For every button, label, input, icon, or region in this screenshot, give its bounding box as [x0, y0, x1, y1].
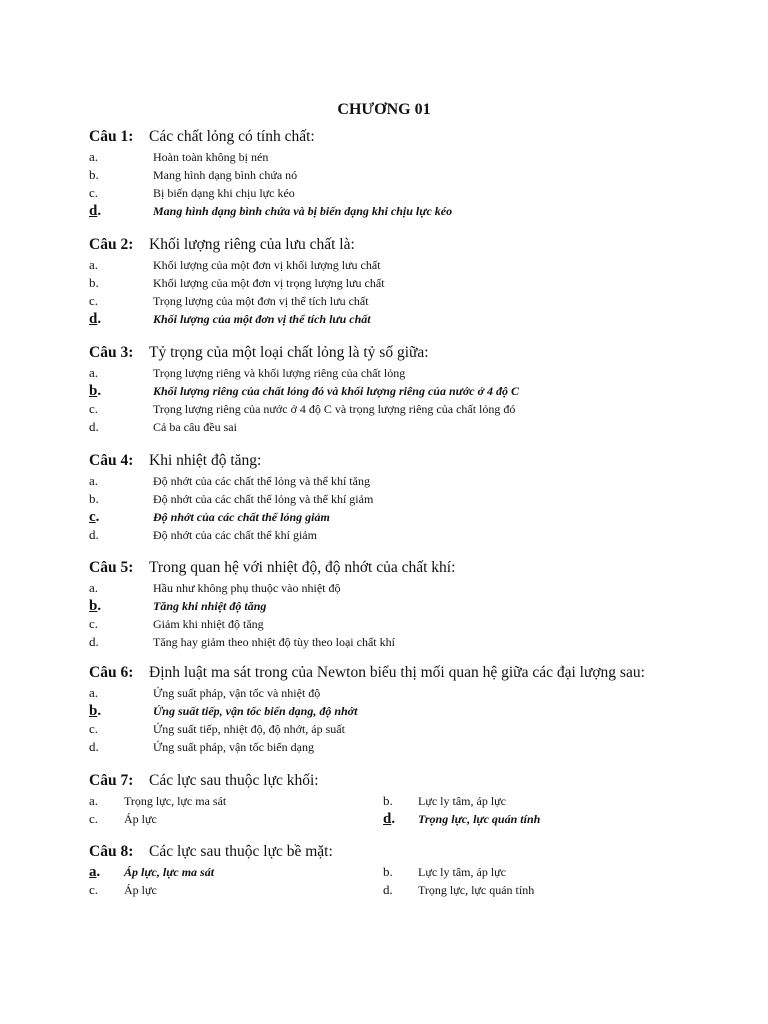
- option-letter-char: c: [89, 616, 95, 631]
- option-text: Giảm khi nhiệt độ tăng: [153, 617, 264, 631]
- option-letter-char: c: [89, 721, 95, 736]
- answer-option: [0, 615, 768, 633]
- answer-option: [0, 508, 768, 526]
- option-text: Khối lượng của một đơn vị trọng lượng lưu chất: [153, 276, 385, 290]
- option-text: Hầu như không phụ thuộc vào nhiệt độ: [153, 581, 341, 595]
- option-text: Bị biến dạng khi chịu lực kéo: [153, 186, 295, 200]
- option-text: Trọng lực, lực ma sát: [124, 794, 227, 808]
- question-text: Khi nhiệt độ tăng:: [149, 452, 262, 469]
- option-letter-sep: .: [95, 491, 99, 506]
- question-number: Câu 7:: [89, 772, 134, 789]
- option-letter-char: d: [89, 634, 96, 649]
- question-block: [0, 450, 768, 544]
- question-number: Câu 2:: [89, 236, 134, 253]
- option-letter: [89, 490, 99, 508]
- question-text: Các lực sau thuộc lực bề mặt:: [149, 843, 333, 860]
- option-letter-char: b: [89, 167, 96, 182]
- answer-option: [0, 184, 768, 202]
- question-header: [0, 662, 768, 684]
- question-text: Tỷ trọng của một loại chất lỏng là tỷ số giữa:: [149, 344, 429, 361]
- answer-option: [0, 382, 768, 400]
- answer-option: [0, 579, 768, 597]
- option-letter-char: d: [89, 311, 98, 327]
- answer-option: [0, 597, 768, 615]
- option-letter-sep: .: [94, 721, 99, 736]
- option-letter-char: b: [89, 383, 98, 399]
- option-letter: [89, 166, 99, 184]
- option-text: Tăng khi nhiệt độ tăng: [153, 599, 267, 613]
- option-text: Độ nhớt của các chất thể lỏng giảm: [153, 510, 330, 524]
- option-letter-char: d: [89, 739, 96, 754]
- option-text: Trọng lượng riêng của nước ở 4 độ C và trọng lượng riêng của chất lỏng đó: [153, 402, 516, 416]
- question-header: [0, 126, 768, 148]
- option-letter: [89, 382, 101, 400]
- option-letter: [89, 702, 101, 720]
- question-block: [0, 662, 768, 756]
- question-text: Các lực sau thuộc lực khối:: [149, 772, 319, 789]
- option-text: Khối lượng của một đơn vị thể tích lưu chất: [153, 312, 371, 326]
- question-text: Các chất lỏng có tính chất:: [149, 128, 315, 145]
- answer-option: [0, 202, 768, 220]
- answer-option: [0, 490, 768, 508]
- option-letter-char: b: [89, 275, 96, 290]
- option-letter-char: b: [89, 491, 96, 506]
- option-letter-char: a: [89, 864, 97, 880]
- option-letter-sep: .: [94, 149, 99, 164]
- option-text: Trọng lượng riêng và khối lượng riêng của chất lỏng: [153, 366, 406, 380]
- answer-option: [0, 166, 768, 184]
- answer-row: [0, 792, 768, 810]
- option-letter-sep: .: [97, 598, 102, 614]
- option-text: Khối lượng riêng của chất lỏng đó và khối lượng riêng của nước ở 4 độ C: [153, 384, 520, 398]
- option-letter-sep: .: [391, 811, 396, 827]
- option-letter: [89, 738, 99, 756]
- option-text: Cả ba câu đều sai: [153, 420, 237, 434]
- answer-option: [0, 702, 768, 720]
- option-letter: [89, 684, 98, 702]
- option-letter-sep: .: [389, 882, 393, 897]
- question-number: Câu 4:: [89, 452, 134, 469]
- option-letter-sep: .: [389, 793, 393, 808]
- option-letter-char: b: [89, 598, 98, 614]
- option-letter: [383, 863, 393, 881]
- answer-option: [0, 720, 768, 738]
- option-letter-sep: .: [96, 864, 101, 880]
- option-letter: [89, 202, 101, 220]
- option-letter-sep: .: [97, 203, 102, 219]
- option-text: Lực ly tâm, áp lực: [418, 794, 506, 808]
- option-letter: [89, 508, 99, 526]
- option-text: Lực ly tâm, áp lực: [418, 865, 506, 879]
- question-text: Khối lượng riêng của lưu chất là:: [149, 236, 355, 253]
- option-letter-sep: .: [95, 739, 99, 754]
- option-letter: [89, 472, 98, 490]
- option-letter: [383, 810, 395, 828]
- option-text: Áp lực: [124, 883, 157, 897]
- option-letter-char: a: [89, 365, 95, 380]
- answer-row: [0, 863, 768, 881]
- question-block: [0, 841, 768, 899]
- option-letter-sep: .: [94, 811, 99, 826]
- option-text: Khối lượng của một đơn vị khối lượng lưu chất: [153, 258, 381, 272]
- question-number: Câu 6:: [89, 664, 134, 681]
- option-letter: [89, 881, 98, 899]
- option-letter-sep: .: [389, 864, 393, 879]
- option-letter-sep: .: [95, 419, 99, 434]
- answer-option: [0, 400, 768, 418]
- answer-option: [0, 148, 768, 166]
- option-letter: [89, 720, 98, 738]
- option-letter-sep: .: [97, 703, 102, 719]
- answer-option: [0, 310, 768, 328]
- option-letter: [89, 526, 99, 544]
- question-header: [0, 450, 768, 472]
- question-block: [0, 557, 768, 651]
- answer-option: [0, 292, 768, 310]
- option-text: Mang hình dạng bình chứa nó: [153, 168, 298, 182]
- option-letter-char: a: [89, 473, 95, 488]
- option-letter: [89, 148, 98, 166]
- answer-option: [0, 364, 768, 382]
- option-text: Ứng suất tiếp, nhiệt độ, độ nhớt, áp suất: [153, 722, 345, 736]
- option-letter-char: c: [89, 811, 95, 826]
- option-letter-char: a: [89, 793, 95, 808]
- question-number: Câu 8:: [89, 843, 134, 860]
- option-letter-char: d: [383, 811, 392, 827]
- answer-option: [0, 472, 768, 490]
- option-letter-char: d: [383, 882, 390, 897]
- option-letter: [89, 863, 100, 881]
- option-text: Hoàn toàn không bị nén: [153, 150, 269, 164]
- option-letter-sep: .: [95, 527, 99, 542]
- answer-row: [0, 881, 768, 899]
- question-text: Định luật ma sát trong của Newton biểu thị mối quan hệ giữa các đại lượng sau:: [149, 664, 645, 681]
- option-letter-sep: .: [94, 365, 99, 380]
- question-header: [0, 557, 768, 579]
- option-letter-sep: .: [94, 185, 99, 200]
- option-letter-char: d: [89, 527, 96, 542]
- option-letter: [383, 792, 393, 810]
- question-block: [0, 234, 768, 328]
- option-letter-char: c: [89, 293, 95, 308]
- option-text: Độ nhớt của các chất thể lỏng và thể khí tăng: [153, 474, 370, 488]
- answer-option: [0, 526, 768, 544]
- option-letter-sep: .: [95, 509, 100, 525]
- option-letter-char: b: [383, 864, 390, 879]
- option-text: Ứng suất pháp, vận tốc biến dạng: [153, 740, 314, 754]
- option-letter-sep: .: [95, 634, 99, 649]
- option-letter: [89, 292, 98, 310]
- answer-option: [0, 418, 768, 436]
- option-letter-char: c: [89, 882, 95, 897]
- option-text: Trọng lực, lực quán tính: [418, 812, 541, 826]
- option-letter: [89, 633, 99, 651]
- option-letter-char: b: [383, 793, 390, 808]
- answer-option: [0, 274, 768, 292]
- option-letter-sep: .: [94, 401, 99, 416]
- question-number: Câu 1:: [89, 128, 134, 145]
- option-letter: [89, 184, 98, 202]
- option-letter-char: d: [89, 419, 96, 434]
- question-number: Câu 5:: [89, 559, 134, 576]
- option-letter-sep: .: [94, 473, 99, 488]
- question-block: [0, 770, 768, 828]
- option-letter-char: a: [89, 257, 95, 272]
- option-text: Ứng suất pháp, vận tốc và nhiệt độ: [153, 686, 321, 700]
- option-letter: [89, 274, 99, 292]
- option-letter-char: c: [89, 509, 96, 525]
- option-letter-sep: .: [95, 167, 99, 182]
- option-text: Mang hình dạng bình chứa và bị biến dạng khi chịu lực kéo: [153, 204, 453, 218]
- question-header: [0, 234, 768, 256]
- question-text: Trong quan hệ với nhiệt độ, độ nhớt của chất khí:: [149, 559, 456, 576]
- option-text: Ứng suất tiếp, vận tốc biến dạng, độ nhớt: [153, 704, 358, 718]
- option-text: Trọng lực, lực quán tính: [418, 883, 535, 897]
- option-letter: [89, 310, 101, 328]
- option-letter: [89, 400, 98, 418]
- option-text: Độ nhớt của các chất thể lỏng và thể khí giảm: [153, 492, 374, 506]
- option-letter-sep: .: [94, 293, 99, 308]
- question-header: [0, 342, 768, 364]
- option-letter-char: d: [89, 203, 98, 219]
- option-text: Tăng hay giảm theo nhiệt độ tùy theo loại chất khí: [153, 635, 395, 649]
- option-letter: [89, 256, 98, 274]
- question-block: [0, 126, 768, 220]
- question-block: [0, 342, 768, 436]
- option-letter-char: a: [89, 685, 95, 700]
- option-letter-sep: .: [94, 580, 99, 595]
- answer-option: [0, 633, 768, 651]
- option-letter-sep: .: [94, 257, 99, 272]
- option-letter-char: c: [89, 401, 95, 416]
- option-letter: [383, 881, 393, 899]
- question-header: [0, 770, 768, 792]
- option-letter-char: a: [89, 580, 95, 595]
- option-letter-sep: .: [97, 383, 102, 399]
- answer-row: [0, 810, 768, 828]
- question-header: [0, 841, 768, 863]
- chapter-title: CHƯƠNG 01: [337, 101, 431, 118]
- option-letter: [89, 792, 98, 810]
- option-letter: [89, 810, 98, 828]
- option-text: Độ nhớt của các chất thể khí giảm: [153, 528, 317, 542]
- option-letter-sep: .: [94, 616, 99, 631]
- option-text: Áp lực: [124, 812, 157, 826]
- option-letter: [89, 364, 98, 382]
- option-letter-char: b: [89, 703, 98, 719]
- option-letter-sep: .: [94, 685, 99, 700]
- option-letter: [89, 597, 101, 615]
- option-letter-sep: .: [97, 311, 102, 327]
- answer-option: [0, 256, 768, 274]
- answer-option: [0, 684, 768, 702]
- option-letter-char: a: [89, 149, 95, 164]
- option-letter-sep: .: [94, 793, 99, 808]
- option-letter-char: c: [89, 185, 95, 200]
- option-letter-sep: .: [94, 882, 99, 897]
- question-number: Câu 3:: [89, 344, 134, 361]
- option-letter: [89, 579, 98, 597]
- option-letter-sep: .: [95, 275, 99, 290]
- option-letter: [89, 418, 99, 436]
- option-text: Áp lực, lực ma sát: [124, 865, 215, 879]
- answer-option: [0, 738, 768, 756]
- option-text: Trọng lượng của một đơn vị thể tích lưu chất: [153, 294, 369, 308]
- option-letter: [89, 615, 98, 633]
